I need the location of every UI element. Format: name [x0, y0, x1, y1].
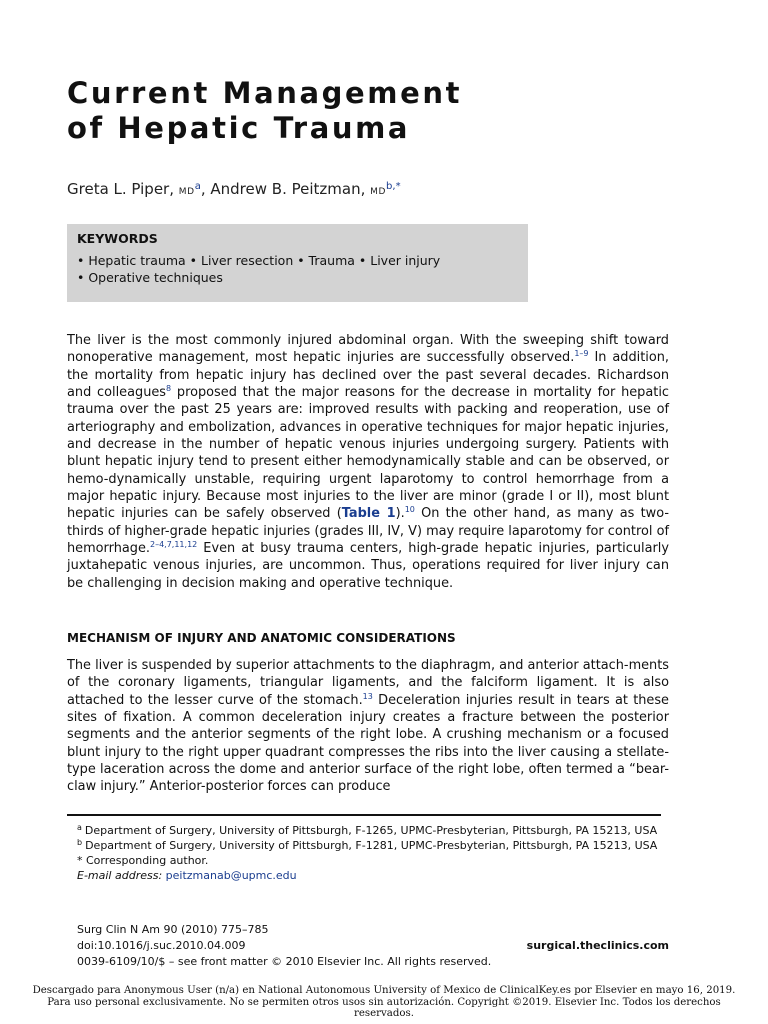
download-notice: Descargado para Anonymous User (n/a) en National Autonomous University of Mexico de ClinicalKey.es por Elsevier en mayo 16, 2019. Para uso personal exclusivamente. No se permiten otros usos sin autorización. Copyright ©2019. Elsevier Inc. Todos los derechos reservados. — [32, 985, 736, 1019]
author-1-name: Greta L. Piper, — [67, 180, 174, 198]
intro-text-5: On the other hand, as many as two-thirds of higher-grade hepatic injuries (grades III, IV, V) may require laparotomy for control of hemorrhage. — [67, 506, 669, 557]
footnote-b-mark: b — [77, 838, 83, 847]
intro-text-3: proposed that the major reasons for the decrease in mortality for hepatic trauma over the past 25 years are: improved results with packing and reoperation, use of arteriography and embolization, advances in operative techniques for major hepatic injuries, and decrease in the number of hepatic venous injuries undergoing surgery. Patients with blunt hepatic injury tend to present either hemodynamically stable and can be observed, or hemo-dynamically unstable, requiring urgent laparotomy to control hemorrhage from a major hepatic injury. Because most injuries to the liver are minor (grade I or II), most blunt hepatic injuries can be safely observed ( — [67, 385, 669, 522]
reference-link[interactable]: 10 — [404, 505, 415, 515]
author-1-degree: MD — [178, 187, 195, 197]
author-1-affiliation-link[interactable]: a — [194, 181, 201, 192]
intro-text-4: ). — [395, 506, 405, 522]
table-1-link[interactable]: Table 1 — [341, 506, 396, 522]
title-line-1: Current Management — [67, 76, 463, 110]
reference-link[interactable]: 8 — [166, 384, 172, 394]
intro-paragraph — [67, 332, 669, 592]
keywords-heading: KEYWORDS — [77, 231, 158, 246]
footnote-divider — [67, 814, 661, 816]
keyword-list-line-2: • Operative techniques — [77, 270, 223, 285]
keywords-box — [67, 224, 528, 302]
author-2-degree: MD — [370, 187, 387, 197]
intro-text-1: The liver is the most commonly injured abdominal organ. With the sweeping shift toward nonoperative management, most hepatic injuries are successfully observed. — [67, 333, 669, 366]
footnote-b-text: Department of Surgery, University of Pittsburgh, F-1281, UPMC-Presbyterian, Pittsburgh, PA 15213, USA — [85, 839, 658, 852]
intro-text-6: Even at busy trauma centers, high-grade hepatic injuries, particularly juxtahepatic venous injuries, are uncommon. Thus, operations required for liver injury can be challenging in decision making and operative technique. — [67, 541, 669, 591]
mechanism-text-1: The liver is suspended by superior attachments to the diaphragm, and anterior attach-ments of the coronary ligaments, triangular ligaments, and the falciform ligament. It is also attached to the lesser curve of the stomach. — [67, 658, 669, 708]
footnote-a-text: Department of Surgery, University of Pittsburgh, F-1265, UPMC-Presbyterian, Pittsburgh, PA 15213, USA — [84, 824, 658, 837]
mechanism-text-2: Deceleration injuries result in tears at these sites of fixation. A common deceleration injury creates a fracture between the posterior segments and the anterior segments of the right lobe. A crushing mechanism or a focused blunt injury to the right upper quadrant compresses the ribs into the liver causing a stellate-type laceration across the dome and anterior surface of the right lobe, often termed a “bear-claw injury.” Anterior-posterior forces can produce — [67, 692, 669, 795]
journal-website-link[interactable]: surgical.theclinics.com — [526, 939, 669, 952]
footnote-b — [77, 838, 667, 853]
email-label: E-mail address: — [77, 869, 163, 882]
copyright-line: 0039-6109/10/$ – see front matter © 2010 Elsevier Inc. All rights reserved. — [77, 955, 492, 968]
corresponding-author-note: * Corresponding author. — [77, 854, 209, 867]
section-heading: MECHANISM OF INJURY AND ANATOMIC CONSIDERATIONS — [67, 631, 456, 645]
author-2-affiliation-link[interactable]: b,* — [386, 181, 401, 192]
mechanism-paragraph — [67, 657, 669, 796]
article-title — [67, 76, 687, 146]
email-line — [77, 868, 667, 883]
keyword-list-line-1: • Hepatic trauma • Liver resection • Trauma • Liver injury — [77, 253, 441, 268]
doi-link[interactable]: doi:10.1016/j.suc.2010.04.009 — [77, 939, 246, 952]
reference-link[interactable]: 2–4,7,11,12 — [149, 540, 198, 550]
author-2-name: Andrew B. Peitzman, — [210, 180, 366, 198]
email-link[interactable]: peitzmanab@upmc.edu — [165, 869, 297, 882]
intro-text-2: In addition, the mortality from hepatic injury has declined over the past several decades. Richardson and colleagues — [67, 350, 669, 401]
journal-citation: Surg Clin N Am 90 (2010) 775–785 — [77, 923, 269, 936]
reference-link[interactable]: 1–9 — [574, 349, 589, 359]
footnote-a — [77, 823, 667, 838]
author-list — [67, 180, 401, 201]
footnotes — [77, 823, 667, 883]
author-separator: , — [200, 180, 206, 198]
title-line-2: of Hepatic Trauma — [67, 111, 411, 145]
footnote-a-mark: a — [77, 823, 82, 832]
reference-link[interactable]: 13 — [362, 691, 373, 701]
